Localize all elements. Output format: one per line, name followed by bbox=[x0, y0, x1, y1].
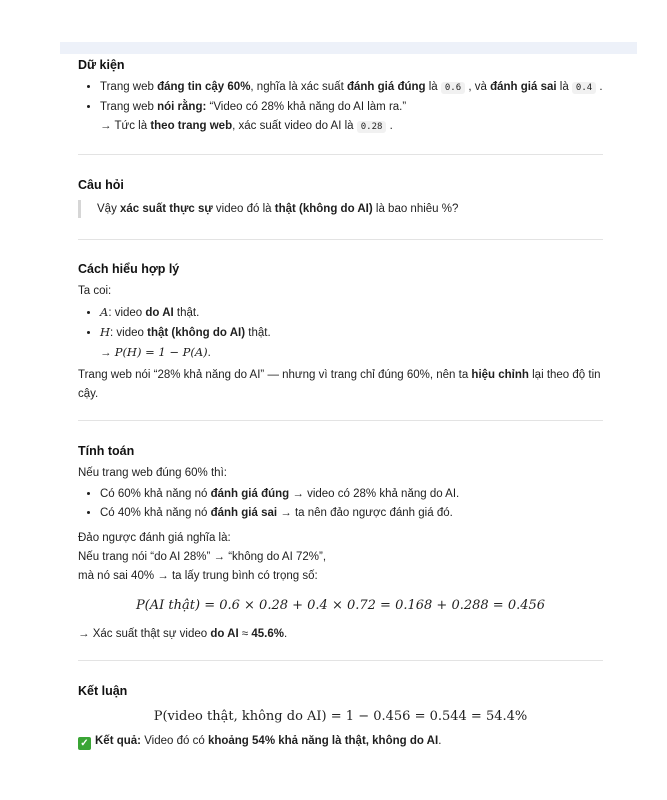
list-item: • Có 40% khả năng nó đánh giá sai → ta nên đảo ngược đánh giá đó. bbox=[100, 504, 603, 523]
inline-formula: P(H) = 1 − P(A) bbox=[114, 345, 208, 359]
paragraph: Ta coi: bbox=[78, 285, 112, 297]
question-quote: Vậy xác suất thực sự video đó là thật (không do AI) là bao nhiêu %? bbox=[78, 200, 603, 218]
paragraph: ✓ Kết quả: Video đó có khoảng 54% khả năng là thật, không do AI. bbox=[78, 732, 603, 751]
section-title: Dữ kiện bbox=[78, 58, 125, 72]
list-item: • Trang web nói rằng: “Video có 28% khả năng do AI làm ra.” → Tức là theo trang web, xác suất video do AI là 0.28 . bbox=[100, 98, 603, 137]
section-conclusion bbox=[78, 684, 603, 751]
section-question bbox=[78, 178, 603, 218]
paragraph: mà nó sai 40% → ta lấy trung bình có trọng số: bbox=[78, 570, 318, 582]
top-bar bbox=[60, 42, 637, 54]
list-item: • Có 60% khả năng nó đánh giá đúng → video có 28% khả năng do AI. bbox=[100, 485, 603, 504]
list-item: • Trang web đáng tin cậy 60%, nghĩa là xác suất đánh giá đúng là 0.6 , và đánh giá sai là 0.4 . bbox=[100, 78, 603, 98]
list-item: • H: video thật (không do AI) thật. → P(H) = 1 − P(A). bbox=[100, 323, 603, 363]
section-interpretation bbox=[78, 262, 603, 404]
section-title: Cách hiểu hợp lý bbox=[78, 262, 180, 276]
paragraph: Nếu trang nói “do AI 28%” → “không do AI 72%”, bbox=[78, 551, 327, 563]
paragraph: Nếu trang web đúng 60% thì: bbox=[78, 467, 227, 479]
section-title: Kết luận bbox=[78, 684, 128, 698]
check-icon: ✓ bbox=[78, 737, 91, 750]
formula-block: P(AI thật) = 0.6 × 0.28 + 0.4 × 0.72 = 0.168 + 0.288 = 0.456 bbox=[135, 598, 546, 613]
paragraph: → Xác suất thật sự video do AI ≈ 45.6%. bbox=[78, 628, 288, 640]
divider bbox=[78, 239, 603, 240]
inline-code: 0.6 bbox=[441, 82, 465, 94]
divider bbox=[78, 660, 603, 661]
divider bbox=[78, 420, 603, 421]
list-item: • A: video do AI thật. bbox=[100, 303, 603, 323]
paragraph: Trang web nói “28% khả năng do AI” — nhưng vì trang chỉ đúng 60%, nên ta hiệu chỉnh lại theo độ tin cậy. bbox=[78, 369, 601, 400]
section-title: Câu hỏi bbox=[78, 178, 124, 192]
divider bbox=[78, 154, 603, 155]
formula-block: P(video thật, không do AI) = 1 − 0.456 = 0.544 = 54.4% bbox=[153, 709, 528, 724]
paragraph: Đảo ngược đánh giá nghĩa là: bbox=[78, 532, 231, 544]
section-title: Tính toán bbox=[78, 444, 135, 458]
inline-code: 0.4 bbox=[572, 82, 596, 94]
answer-content bbox=[78, 57, 603, 751]
inline-code: 0.28 bbox=[357, 121, 387, 133]
section-facts bbox=[78, 58, 603, 137]
section-calculation bbox=[78, 444, 603, 644]
